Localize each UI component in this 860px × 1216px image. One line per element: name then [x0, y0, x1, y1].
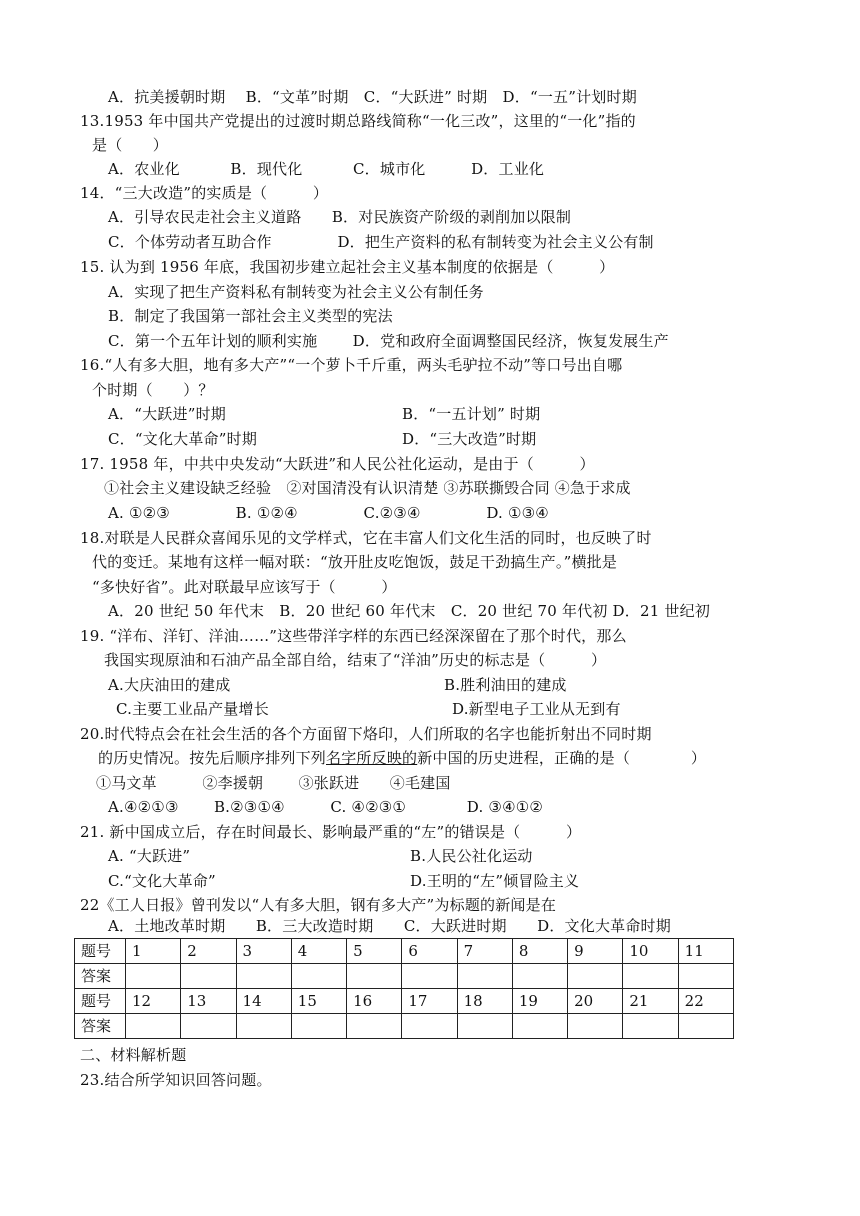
q19-option-a: A.大庆油田的建成	[108, 676, 231, 694]
label-question-number: 题号	[75, 989, 126, 1014]
answer-cell[interactable]	[347, 1014, 402, 1039]
answer-cell[interactable]	[291, 1014, 346, 1039]
answer-cell[interactable]	[402, 964, 457, 989]
answer-cell[interactable]	[236, 964, 291, 989]
question-number-cell: 17	[402, 989, 457, 1014]
answer-cell[interactable]	[678, 1014, 733, 1039]
q20-stem-part2: 新中国的历史进程，正确的是（ ）	[417, 749, 707, 767]
q21-option-d: D.王明的“左”倾冒险主义	[410, 872, 580, 890]
q21-option-b: B.人民公社化运动	[410, 847, 533, 865]
q15-option-b: B．制定了我国第一部社会主义类型的宪法	[108, 307, 393, 325]
table-row-question-numbers-2	[75, 989, 734, 1014]
q13-stem-line1: 13.1953 年中国共产党提出的过渡时期总路线简称“一化三改”，这里的“一化”指的	[80, 112, 636, 130]
answer-cell[interactable]	[678, 964, 733, 989]
question-number-cell: 13	[181, 989, 236, 1014]
q16-stem-line2: 个时期（ ）？	[92, 381, 214, 399]
q14-stem: 14．“三大改造”的实质是（ ）	[80, 184, 329, 202]
q16-option-b: B．“一五计划” 时期	[402, 405, 541, 423]
question-number-cell: 8	[512, 939, 567, 964]
question-number-cell: 15	[291, 989, 346, 1014]
question-number-cell: 21	[623, 989, 678, 1014]
q21-stem: 21. 新中国成立后，存在时间最长、影响最严重的“左”的错误是（ ）	[80, 823, 582, 841]
question-number-cell: 19	[512, 989, 567, 1014]
answer-cell[interactable]	[512, 964, 567, 989]
q20-stem-underlined: 名字所反映的	[326, 749, 418, 767]
question-number-cell: 4	[291, 939, 346, 964]
answer-cell[interactable]	[457, 964, 512, 989]
q13-options: A．农业化 B．现代化 C．城市化 D．工业化	[108, 160, 545, 178]
answer-cell[interactable]	[623, 964, 678, 989]
q15-option-cd: C．第一个五年计划的顺利实施 D．党和政府全面调整国民经济，恢复发展生产	[108, 332, 669, 350]
q18-stem-line3: “多快好省”。此对联最早应该写于（ ）	[92, 578, 397, 596]
q17-options: A. ①②③ B. ①②④ C.②③④ D. ①③④	[108, 504, 549, 522]
q12-options: A．抗美援朝时期 B．“文革”时期 C．“大跃进” 时期 D．“一五”计划时期	[108, 88, 637, 106]
q20-items: ①马文革 ②李援朝 ③张跃进 ④毛建国	[96, 774, 451, 792]
q22-stem: 22《工人日报》曾刊发以“人有多大胆，钢有多大产”为标题的新闻是在	[80, 896, 557, 914]
question-number-cell: 11	[678, 939, 733, 964]
q19-stem-line2: 我国实现原油和石油产品全部自给，结束了“洋油”历史的标志是（ ）	[104, 651, 607, 669]
label-question-number: 题号	[75, 939, 126, 964]
table-row-answers-1	[75, 964, 734, 989]
q17-items: ①社会主义建设缺乏经验 ②对国清没有认识清楚 ③苏联撕毁合同 ④急于求成	[104, 479, 631, 497]
answer-table	[74, 938, 734, 1039]
q20-stem-part1: 的历史情况。按先后顺序排列下列	[98, 749, 327, 767]
section-title: 二、材料解析题	[80, 1046, 187, 1064]
q19-stem-line1: 19. “洋布、洋钉、洋油……”这些带洋字样的东西已经深深留在了那个时代，那么	[80, 627, 627, 645]
question-number-cell: 18	[457, 989, 512, 1014]
q20-options: A.④②①③ B.②③①④ C. ④②③① D. ③④①②	[108, 798, 544, 816]
question-number-cell: 6	[402, 939, 457, 964]
question-number-cell: 14	[236, 989, 291, 1014]
question-number-cell: 22	[678, 989, 733, 1014]
q14-options-cd: C．个体劳动者互助合作 D．把生产资料的私有制转变为社会主义公有制	[108, 233, 654, 251]
answer-cell[interactable]	[126, 1014, 181, 1039]
q18-stem-line1: 18.对联是人民群众喜闻乐见的文学样式，它在丰富人们文化生活的同时，也反映了时	[80, 529, 652, 547]
q14-options-ab: A．引导农民走社会主义道路 B．对民族资产阶级的剥削加以限制	[108, 208, 572, 226]
q19-option-d: D.新型电子工业从无到有	[452, 700, 621, 718]
q19-option-b: B.胜利油田的建成	[444, 676, 567, 694]
answer-cell[interactable]	[512, 1014, 567, 1039]
question-number-cell: 3	[236, 939, 291, 964]
q16-option-c: C．“文化大革命”时期	[108, 430, 258, 448]
answer-cell[interactable]	[568, 964, 623, 989]
q17-stem: 17. 1958 年，中共中央发动“大跃进”和人民公社化运动，是由于（ ）	[80, 455, 595, 473]
answer-cell[interactable]	[457, 1014, 512, 1039]
q15-option-a: A．实现了把生产资料私有制转变为社会主义公有制任务	[108, 283, 484, 301]
answer-cell[interactable]	[291, 964, 346, 989]
label-answer: 答案	[75, 1014, 126, 1039]
question-number-cell: 1	[126, 939, 181, 964]
q23-stem: 23.结合所学知识回答问题。	[80, 1071, 272, 1089]
q21-option-c: C.“文化大革命”	[108, 872, 216, 890]
question-number-cell: 9	[568, 939, 623, 964]
question-number-cell: 16	[347, 989, 402, 1014]
question-number-cell: 10	[623, 939, 678, 964]
question-number-cell: 7	[457, 939, 512, 964]
q18-options: A．20 世纪 50 年代末 B．20 世纪 60 年代末 C．20 世纪 70 年代初 D．21 世纪初	[108, 602, 711, 620]
q21-option-a: A. “大跃进”	[108, 847, 191, 865]
answer-cell[interactable]	[568, 1014, 623, 1039]
q20-stem-line1: 20.时代特点会在社会生活的各个方面留下烙印，人们所取的名字也能折射出不同时期	[80, 725, 652, 743]
q16-option-a: A．“大跃进”时期	[108, 405, 226, 423]
answer-cell[interactable]	[402, 1014, 457, 1039]
q20-stem-line2	[98, 748, 706, 770]
answer-cell[interactable]	[623, 1014, 678, 1039]
q16-stem-line1: 16.“人有多大胆，地有多大产”“一个萝卜千斤重，两头毛驴拉不动”等口号出自哪	[80, 356, 623, 374]
q19-option-c: C.主要工业品产量增长	[116, 700, 269, 718]
q13-stem-line2: 是（ ）	[92, 136, 169, 154]
answer-cell[interactable]	[347, 964, 402, 989]
answer-cell[interactable]	[181, 1014, 236, 1039]
question-number-cell: 5	[347, 939, 402, 964]
answer-cell[interactable]	[126, 964, 181, 989]
q15-stem: 15. 认为到 1956 年底，我国初步建立起社会主义基本制度的依据是（ ）	[80, 258, 615, 276]
answer-cell[interactable]	[236, 1014, 291, 1039]
q16-option-d: D．“三大改造”时期	[402, 430, 537, 448]
table-row-answers-2	[75, 1014, 734, 1039]
label-answer: 答案	[75, 964, 126, 989]
q22-options: A．土地改革时期 B．三大改造时期 C．大跃进时期 D．文化大革命时期	[108, 917, 671, 935]
question-number-cell: 20	[568, 989, 623, 1014]
question-number-cell: 12	[126, 989, 181, 1014]
table-row-question-numbers-1	[75, 939, 734, 964]
question-number-cell: 2	[181, 939, 236, 964]
q18-stem-line2: 代的变迁。某地有这样一幅对联：“放开肚皮吃饱饭，鼓足干劲搞生产。”横批是	[92, 553, 618, 571]
answer-cell[interactable]	[181, 964, 236, 989]
